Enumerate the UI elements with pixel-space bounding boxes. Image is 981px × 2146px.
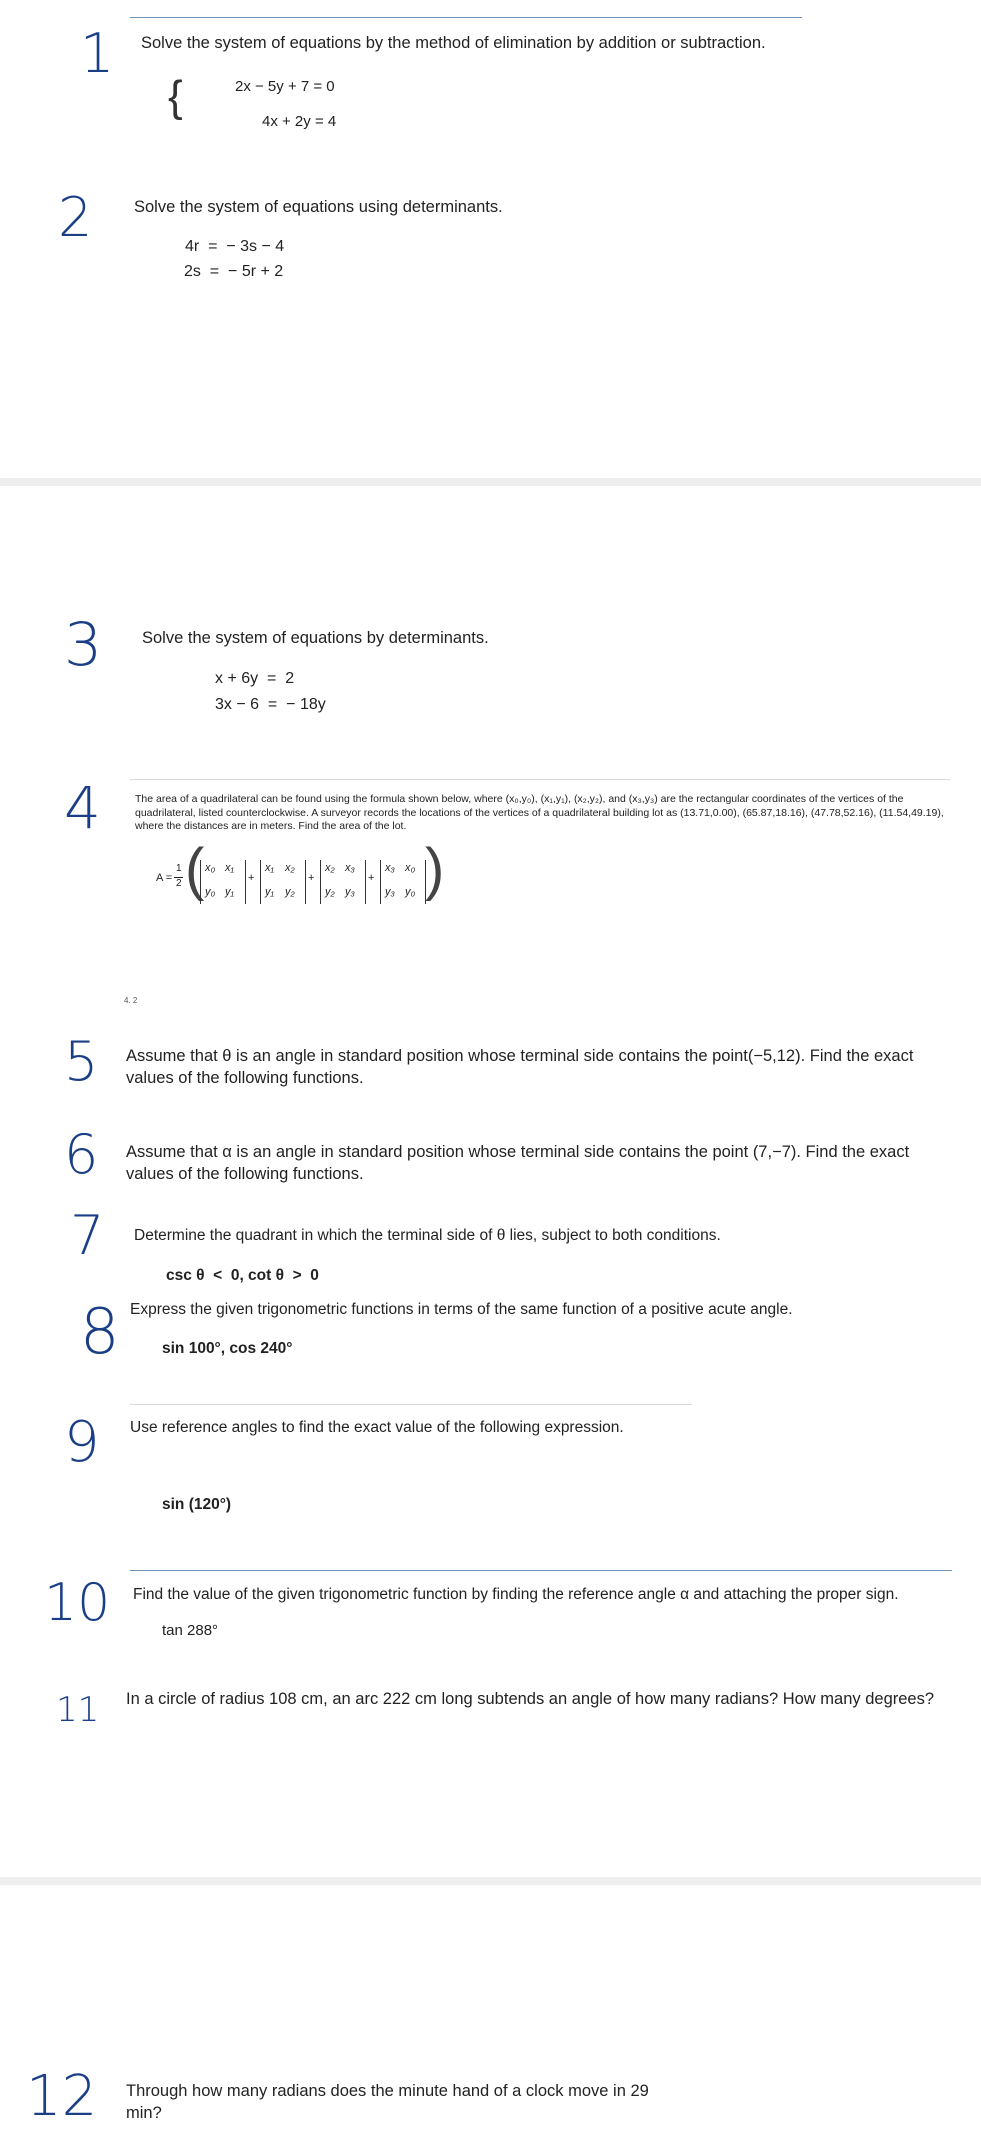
- brace: {: [168, 72, 183, 121]
- equation: 4x + 2y = 4: [262, 113, 337, 130]
- rule: [130, 1404, 692, 1405]
- right-paren: ): [425, 837, 445, 902]
- problem-text: Assume that θ is an angle in standard position whose terminal side contains the point(−5,12). Find the exact values of the following functions.: [126, 1047, 914, 1088]
- problem-number: 11: [56, 1690, 100, 1730]
- problem-number: 2: [58, 186, 93, 249]
- page-separator: [0, 1877, 981, 1885]
- problem-number: 10: [44, 1573, 111, 1633]
- page-separator: [0, 478, 981, 486]
- problem-text: Solve the system of equations by the method of elimination by addition or subtraction.: [141, 34, 766, 52]
- plus-sign: +: [308, 872, 315, 884]
- problem-number: 5: [64, 1030, 99, 1093]
- problem-text: Determine the quadrant in which the terminal side of θ lies, subject to both conditions.: [134, 1227, 721, 1244]
- half-numerator: 1: [176, 863, 182, 874]
- half-denominator: 2: [176, 878, 182, 889]
- cut-off-fragment: 4. 2: [124, 996, 138, 1005]
- determinant: x₂ x₃ y₂ y₃: [320, 860, 366, 904]
- problem-text: Express the given trigonometric functions in terms of the same function of a positive acute angle.: [130, 1301, 793, 1318]
- problem-number: 7: [70, 1204, 105, 1267]
- determinant: x₀ x₁ y₀ y₁: [200, 860, 246, 904]
- equation: 2s = − 5r + 2: [184, 263, 284, 280]
- problem-text: Solve the system of equations using determinants.: [134, 198, 503, 216]
- equation: 4r = − 3s − 4: [185, 238, 285, 255]
- equation: x + 6y = 2: [215, 670, 295, 687]
- rule: [130, 1570, 952, 1571]
- problem-text: Through how many radians does the minute hand of a clock move in 29 min?: [126, 2082, 649, 2123]
- expression: sin (120°): [162, 1496, 232, 1513]
- problem-number: 6: [64, 1123, 99, 1186]
- determinant: x₁ x₂ y₁ y₂: [260, 860, 306, 904]
- problem-number: 1: [80, 22, 115, 85]
- problem-number: 12: [26, 2064, 98, 2129]
- problem-text: Find the value of the given trigonometric function by finding the reference angle α and attaching the proper sign.: [133, 1586, 899, 1603]
- expression: sin 100°, cos 240°: [162, 1340, 293, 1357]
- left-paren: (: [185, 837, 205, 902]
- problem-number: 8: [80, 1295, 120, 1368]
- problem-number: 9: [64, 1410, 100, 1475]
- formula-prefix: A =: [156, 872, 173, 884]
- problem-text: Use reference angles to find the exact value of the following expression.: [130, 1419, 624, 1436]
- problem-text: Assume that α is an angle in standard position whose terminal side contains the point (7,−7). Find the exact values of the following functions.: [126, 1143, 910, 1184]
- equation: 3x − 6 = − 18y: [215, 696, 326, 713]
- problem-text: Solve the system of equations by determinants.: [142, 629, 489, 647]
- equation: 2x − 5y + 7 = 0: [235, 78, 335, 95]
- expression: csc θ < 0, cot θ > 0: [166, 1267, 319, 1284]
- determinant: x₃ x₀ y₃ y₀: [380, 860, 426, 904]
- plus-sign: +: [248, 872, 255, 884]
- plus-sign: +: [368, 872, 375, 884]
- problem-text: In a circle of radius 108 cm, an arc 222 cm long subtends an angle of how many radians? How many degrees?: [126, 1690, 935, 1708]
- expression: tan 288°: [162, 1622, 219, 1639]
- problem-number: 4: [64, 774, 101, 842]
- rule: [130, 17, 802, 18]
- rule: [130, 779, 950, 780]
- problem-text: The area of a quadrilateral can be found using the formula shown below, where (x₀,y₀), (x₁,y₁), (x₂,y₂), and (x₃,y₃) are the rectangular coordinates of the vertices of the quadrilateral, listed counterclockwise. A surveyor records the locations of the vertices of a quadrilateral building lot as (13.71,0.00), (65.87,18.16), (47.78,52.16), (11.54,49.19), where the distances are in meters. Find the area of the lot.: [135, 793, 944, 833]
- problem-number: 3: [64, 610, 103, 680]
